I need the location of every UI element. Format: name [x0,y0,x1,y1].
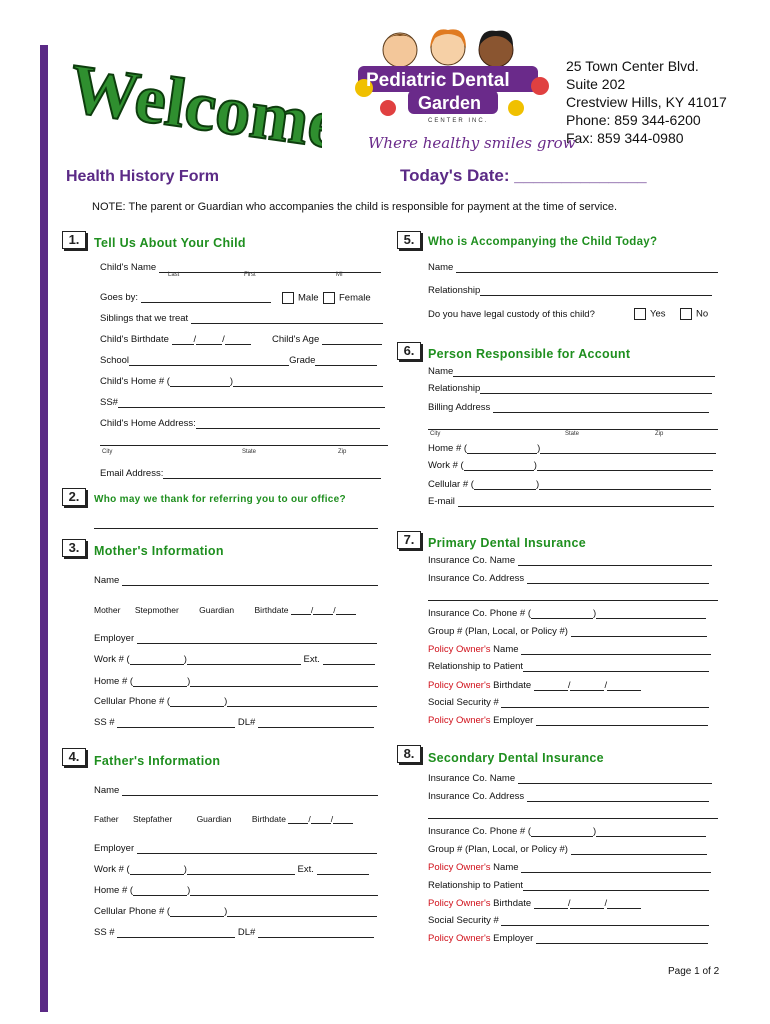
label: Employer [493,715,534,726]
custody-yes[interactable] [634,308,666,320]
label: DL# [237,927,256,938]
option-stepfather[interactable]: Stepfather [132,814,173,824]
label: Insurance Co. Address [428,573,525,584]
sec-addr-line-2[interactable] [428,818,718,819]
resp-email-row[interactable] [428,496,714,507]
page-number: Page 1 of 2 [668,966,720,977]
father-name-row[interactable] [94,785,378,796]
label: Insurance Co. Name [428,773,516,784]
resp-name-row[interactable] [428,366,715,377]
label: Name [428,262,454,273]
label: Ext. [303,654,320,665]
label: Cellular Phone # [94,696,165,707]
label: Insurance Co. Name [428,555,516,566]
label: Policy Owner's [428,715,491,726]
sub-zip: Zip [655,431,664,437]
sub-city: City [102,449,113,455]
label: No [696,308,709,320]
section-number: 6. [397,342,421,360]
pri-ins-phone-row[interactable]: Insurance Co. Phone # ( ) [428,608,706,619]
mother-ss-row[interactable] [94,717,374,728]
sub-state: State [242,449,257,455]
address-line: Fax: 859 344-0980 [566,130,684,146]
label: Goes by: [100,292,139,303]
child-home-row[interactable]: Child's Home # ( ) [100,376,383,387]
label: SS # [94,927,115,938]
sec-ins-phone-row[interactable]: Insurance Co. Phone # ( ) [428,826,706,837]
goes-by-row[interactable] [100,292,271,303]
label: Policy Owner's [428,862,491,873]
sec-group-row[interactable] [428,844,707,855]
logo-tagline: Where healthy smiles grow [368,134,576,152]
label: Male [298,292,319,304]
email-row[interactable] [100,468,381,479]
label: Name [94,575,120,586]
label: Birthdate [254,605,289,615]
logo-line2: Garden [418,93,482,113]
sec-po-birth-row[interactable]: Policy Owner's Birthdate / / [428,898,641,909]
clinic-logo [348,28,576,160]
label: Ext. [297,864,314,875]
label: Relationship to Patient [428,880,524,891]
label: Insurance Co. Address [428,791,525,802]
ss-row[interactable] [100,397,385,408]
label: Name [428,366,454,377]
option-guardian[interactable]: Guardian [196,814,232,824]
section-number: 5. [397,231,421,249]
pri-ssn-row[interactable] [428,697,709,708]
pri-ins-addr-row[interactable] [428,573,709,584]
sub-state: State [565,431,580,437]
section-title-primary-insurance: Primary Dental Insurance [428,536,586,550]
label: Social Security # [428,697,499,708]
clinic-address [566,57,727,147]
label: Home # [94,676,128,687]
section-number: 7. [397,531,421,549]
label: Grade [289,355,316,366]
welcome-title [62,40,322,165]
label: Relationship [428,285,481,296]
purple-side-bar [40,45,48,1012]
label: Relationship [428,383,481,394]
option-mother[interactable]: Mother [94,605,121,615]
welcome-text: Welcome [64,50,322,165]
label: Child's Birthdate [100,334,169,345]
section-title-accompanying: Who is Accompanying the Child Today? [428,236,658,248]
father-work-row[interactable]: Work # ( ) Ext. [94,864,369,875]
payment-note: NOTE: The parent or Guardian who accompanies the child is responsible for payment at the time of service. [92,201,617,213]
resp-home-row[interactable]: Home # ( ) [428,443,716,454]
label: Work # [94,654,124,665]
label: Relationship to Patient [428,661,524,672]
mother-name-row[interactable] [94,575,378,586]
checkbox-icon [680,308,692,320]
label: Female [339,292,371,304]
label: DL# [237,717,256,728]
label: Birthdate [251,814,286,824]
label: Work # [94,864,124,875]
label: SS # [94,717,115,728]
logo-line3: CENTER INC. [428,118,489,124]
section-number: 8. [397,745,421,763]
mother-employer-row[interactable] [94,633,377,644]
sub-first: First [244,272,256,278]
label: E-mail [428,496,455,507]
custody-question: Do you have legal custody of this child? [428,309,595,320]
label: Policy Owner's [428,898,491,909]
address-line-2[interactable] [100,445,388,446]
section-title-responsible: Person Responsible for Account [428,347,631,361]
sec-rel-row[interactable] [428,880,709,891]
siblings-row[interactable] [100,313,383,324]
label: Birthdate [493,680,532,691]
pri-po-emp-row[interactable] [428,715,708,726]
label: Policy Owner's [428,680,491,691]
section-number: 2. [62,488,86,506]
father-home-row[interactable]: Home # ( ) [94,885,378,896]
label: Email Address: [100,468,164,479]
label: Employer [493,933,534,944]
section-title-referral: Who may we thank for referring you to our office? [94,494,346,505]
label: Policy Owner's [428,644,491,655]
sub-last: Last [168,272,180,278]
sec-po-name-row[interactable] [428,862,711,873]
address-line: 25 Town Center Blvd. [566,58,699,74]
accomp-name-row[interactable] [428,262,718,273]
label: Name [94,785,120,796]
male-checkbox[interactable] [282,292,319,304]
label: Insurance Co. Phone # [428,608,526,619]
form-title: Health History Form [66,168,219,185]
address-line: Suite 202 [566,76,626,92]
label: Cellular # [428,479,469,490]
custody-no[interactable] [680,308,708,320]
label: Group # (Plan, Local, or Policy #) [428,844,568,855]
pri-po-name-row[interactable] [428,644,711,655]
option-father[interactable]: Father [94,814,119,824]
label: Child's Home # ( [100,376,170,387]
age-row[interactable] [272,334,382,345]
section-number: 4. [62,748,86,766]
section-title-secondary-insurance: Secondary Dental Insurance [428,751,604,765]
section-title-child: Tell Us About Your Child [94,236,246,250]
accomp-relationship-row[interactable] [428,285,712,296]
sec-ins-name-row[interactable] [428,773,712,784]
label: Home # [94,885,128,896]
mother-home-row[interactable]: Home # ( ) [94,676,378,687]
label: Cellular Phone # [94,906,165,917]
label: Child's Name [100,262,157,273]
sec-ins-addr-row[interactable] [428,791,709,802]
label: Employer [94,633,135,644]
resp-billing-row[interactable] [428,402,709,413]
mother-work-row[interactable]: Work # ( ) Ext. [94,654,375,665]
section-title-mother: Mother's Information [94,544,224,558]
label: Social Security # [428,915,499,926]
section-title-father: Father's Information [94,754,221,768]
option-guardian[interactable]: Guardian [199,605,235,615]
sub-mi: MI [336,272,343,278]
label: Yes [650,308,666,320]
birthdate-row[interactable]: Child's Birthdate / / [100,334,251,345]
father-cell-row[interactable]: Cellular Phone # ( ) [94,906,377,917]
label: Name [493,644,519,655]
label: Birthdate [493,898,532,909]
pri-po-birth-row[interactable]: Policy Owner's Birthdate / / [428,680,641,691]
sec-ssn-row[interactable] [428,915,709,926]
father-relation-row[interactable]: Father Stepfather Guardian Birthdate / / [94,813,353,824]
section-number: 1. [62,231,86,249]
label: Home # [428,443,462,454]
sec-po-emp-row[interactable] [428,933,708,944]
pri-group-row[interactable] [428,626,707,637]
section-number: 3. [62,539,86,557]
label: Insurance Co. Phone # [428,826,526,837]
label: Employer [94,843,135,854]
label: Child's Age [272,334,320,345]
checkbox-icon [282,292,294,304]
mother-cell-row[interactable]: Cellular Phone # ( ) [94,696,377,707]
label: SS# [100,397,118,408]
checkbox-icon [634,308,646,320]
resp-relationship-row[interactable] [428,383,712,394]
school-row[interactable] [100,355,377,366]
label: Group # (Plan, Local, or Policy #) [428,626,568,637]
female-checkbox[interactable] [323,292,371,304]
resp-cell-row[interactable]: Cellular # ( ) [428,479,711,490]
father-ss-row[interactable] [94,927,374,938]
resp-work-row[interactable]: Work # ( ) [428,460,713,471]
label: Child's Home Address: [100,418,196,429]
child-address-row[interactable] [100,418,380,429]
option-stepmother[interactable]: Stepmother [134,605,179,615]
logo-line1: Pediatric Dental [366,70,510,91]
address-line: Phone: 859 344-6200 [566,112,701,128]
address-line: Crestview Hills, KY 41017 [566,94,727,110]
label: Work # [428,460,458,471]
mother-relation-row[interactable]: Mother Stepmother Guardian Birthdate / / [94,604,356,615]
pri-addr-line-2[interactable] [428,600,718,601]
label: School [100,355,130,366]
label: Policy Owner's [428,933,491,944]
sub-zip: Zip [338,449,347,455]
father-employer-row[interactable] [94,843,377,854]
label: Billing Address [428,402,491,413]
label: Siblings that we treat [100,313,189,324]
billing-line-2[interactable] [428,429,718,430]
label: Name [493,862,519,873]
todays-date[interactable]: Today's Date: ______________ [400,166,647,185]
pri-rel-row[interactable] [428,661,709,672]
sub-city: City [430,431,441,437]
referral-line[interactable] [94,528,378,529]
checkbox-icon [323,292,335,304]
pri-ins-name-row[interactable] [428,555,712,566]
